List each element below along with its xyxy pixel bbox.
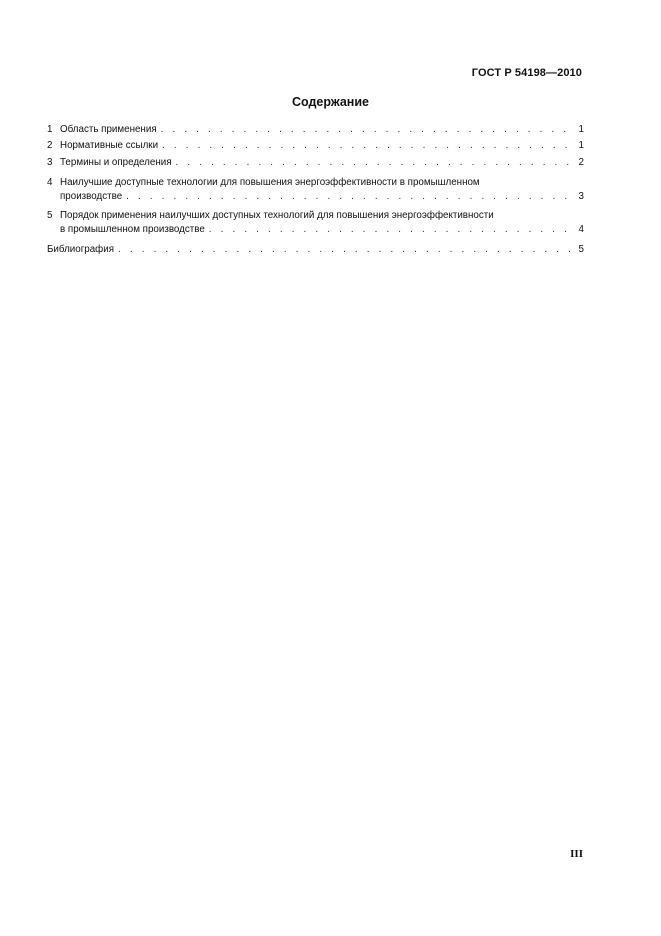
toc-entry-text: в промышленном производстве <box>60 224 205 235</box>
toc-entry-number: 2 <box>47 140 53 151</box>
toc-entry-number: 4 <box>47 177 53 188</box>
toc-entry-text: Термины и определения <box>60 157 172 168</box>
toc-entry[interactable] <box>47 157 584 168</box>
toc-title: Содержание <box>291 95 369 109</box>
toc-entry-text-line1: Наилучшие доступные технологии для повышения энергоэффективности в промышленном <box>60 177 480 188</box>
toc-entry[interactable] <box>47 244 584 255</box>
toc-entry[interactable] <box>47 124 584 135</box>
toc-entry-number: 1 <box>47 124 53 135</box>
toc-entry-page: 2 <box>578 157 584 168</box>
toc-entry[interactable] <box>47 210 584 235</box>
dot-leader <box>176 157 574 168</box>
toc-entry-number: 5 <box>47 210 53 221</box>
toc-entry[interactable] <box>47 140 584 151</box>
toc-entry-page: 1 <box>578 124 584 135</box>
toc-entry[interactable] <box>47 177 584 202</box>
dot-leader <box>126 191 574 202</box>
dot-leader <box>161 124 574 135</box>
dot-leader <box>209 224 574 235</box>
toc-entry-number: 3 <box>47 157 53 168</box>
toc-entry-page: 5 <box>578 244 584 255</box>
page-number: III <box>570 848 583 860</box>
dot-leader <box>118 244 574 255</box>
document-code: ГОСТ Р 54198—2010 <box>471 67 582 79</box>
toc-entry-text: Нормативные ссылки <box>60 140 159 151</box>
dot-leader <box>162 140 574 151</box>
toc-entry-page: 3 <box>578 191 584 202</box>
toc-entry-text: производстве <box>60 191 123 202</box>
toc-entry-page: 4 <box>578 224 584 235</box>
toc-entry-text: Область применения <box>60 124 157 135</box>
toc-entry-text: Библиография <box>47 244 115 255</box>
toc-entry-page: 1 <box>578 140 584 151</box>
toc-entry-text-line1: Порядок применения наилучших доступных технологий для повышения энергоэффективности <box>60 210 494 221</box>
